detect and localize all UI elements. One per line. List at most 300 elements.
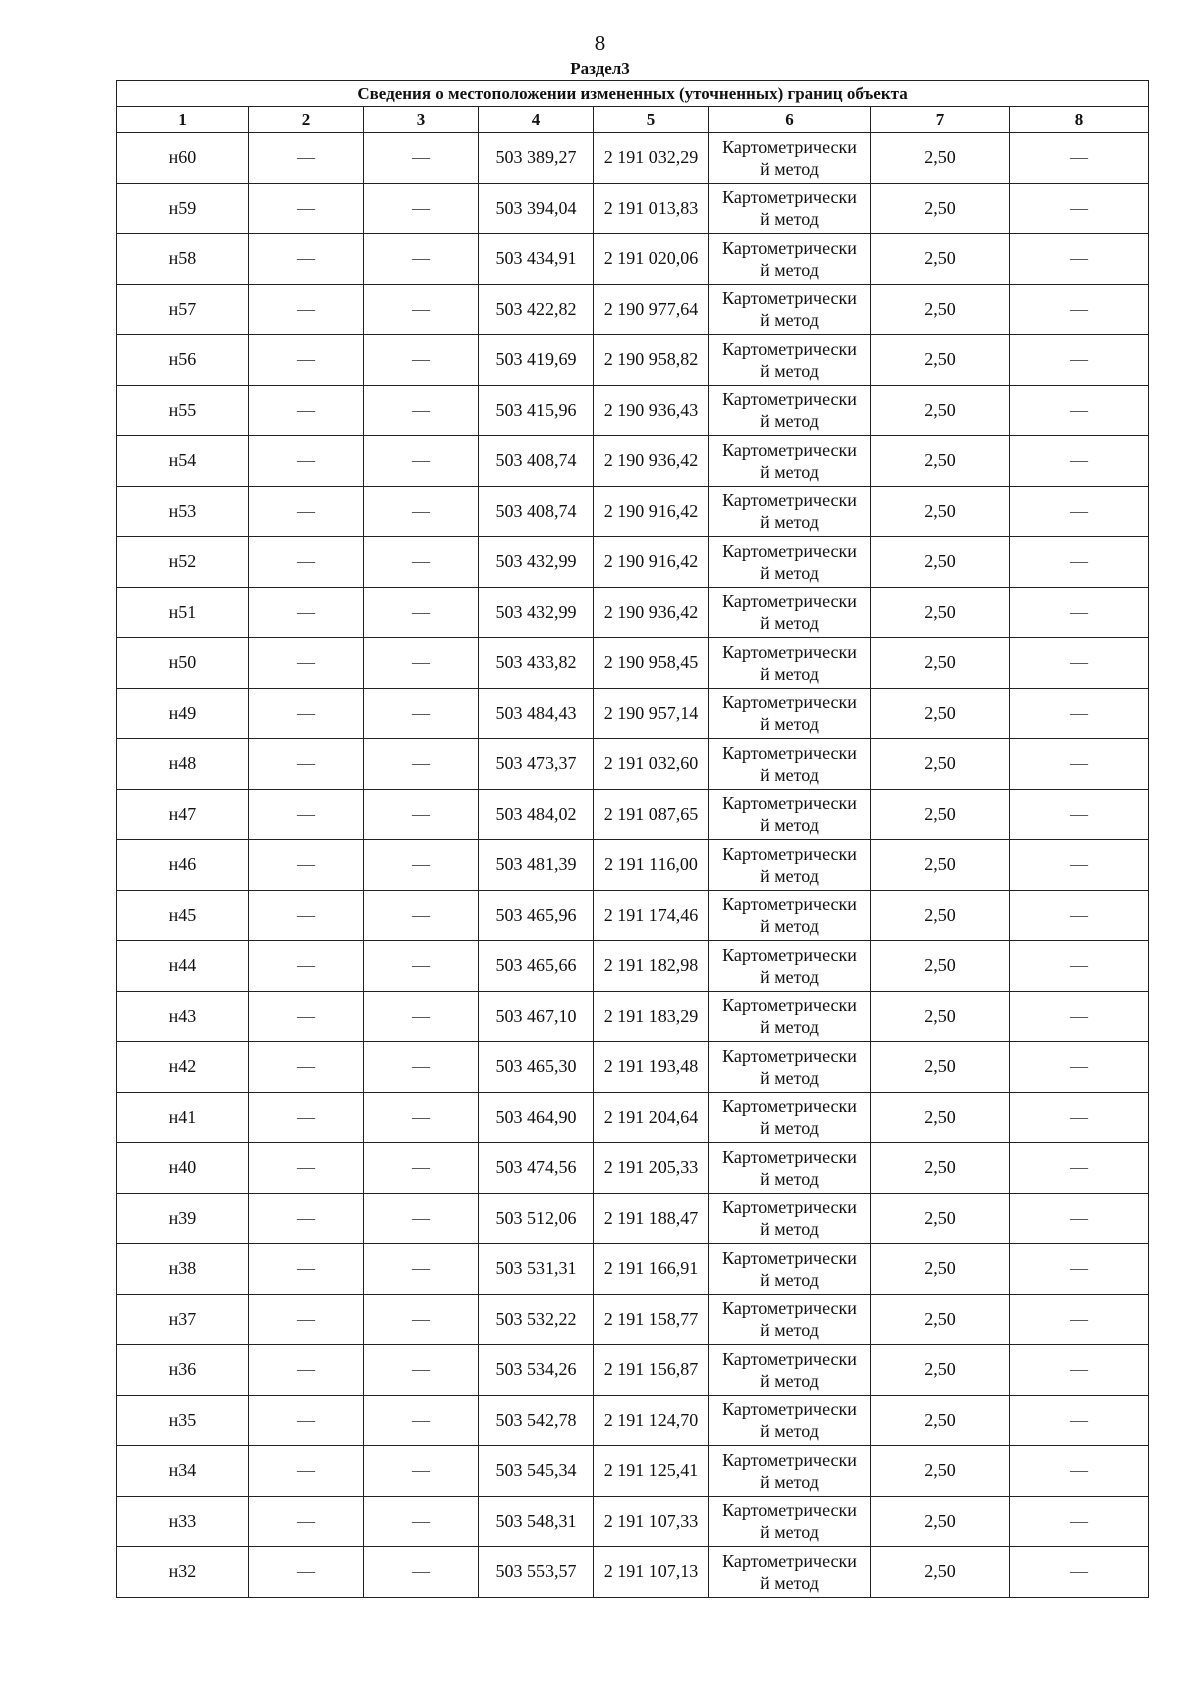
column-3-cell: — xyxy=(364,537,479,588)
column-8-cell: — xyxy=(1010,587,1149,638)
method-line-1: Картометрически xyxy=(722,793,857,814)
table-row xyxy=(117,133,1149,184)
y-coordinate-cell: 2 190 916,42 xyxy=(594,537,709,588)
x-coordinate-cell: 503 415,96 xyxy=(479,385,594,436)
column-3-cell: — xyxy=(364,385,479,436)
method-line-1: Картометрически xyxy=(722,1096,857,1117)
column-2-cell: — xyxy=(249,587,364,638)
y-coordinate-cell: 2 190 958,45 xyxy=(594,638,709,689)
column-8-cell: — xyxy=(1010,1092,1149,1143)
x-coordinate-cell: 503 548,31 xyxy=(479,1496,594,1547)
table-row xyxy=(117,587,1149,638)
column-number-row xyxy=(117,107,1149,133)
column-2-cell: — xyxy=(249,436,364,487)
point-number-cell: н57 xyxy=(117,284,249,335)
point-number-cell: н55 xyxy=(117,385,249,436)
boundary-coordinates-table xyxy=(116,80,1149,1598)
accuracy-cell: 2,50 xyxy=(871,1496,1010,1547)
y-coordinate-cell: 2 191 032,60 xyxy=(594,739,709,790)
method-line-1: Картометрически xyxy=(722,944,857,965)
method-line-2: й метод xyxy=(760,259,819,280)
y-coordinate-cell: 2 191 193,48 xyxy=(594,1042,709,1093)
y-coordinate-cell: 2 191 166,91 xyxy=(594,1244,709,1295)
y-coordinate-cell: 2 191 183,29 xyxy=(594,991,709,1042)
y-coordinate-cell: 2 191 032,29 xyxy=(594,133,709,184)
column-number: 3 xyxy=(364,107,479,133)
method-line-1: Картометрически xyxy=(722,237,857,258)
point-number-cell: н60 xyxy=(117,133,249,184)
column-number: 7 xyxy=(871,107,1010,133)
method-line-1: Картометрически xyxy=(722,1550,857,1571)
x-coordinate-cell: 503 484,02 xyxy=(479,789,594,840)
column-2-cell: — xyxy=(249,1547,364,1598)
method-cell xyxy=(709,284,871,335)
method-cell xyxy=(709,688,871,739)
method-cell xyxy=(709,587,871,638)
method-cell xyxy=(709,1143,871,1194)
x-coordinate-cell: 503 434,91 xyxy=(479,234,594,285)
method-line-2: й метод xyxy=(760,663,819,684)
x-coordinate-cell: 503 432,99 xyxy=(479,587,594,638)
y-coordinate-cell: 2 191 188,47 xyxy=(594,1193,709,1244)
column-2-cell: — xyxy=(249,991,364,1042)
y-coordinate-cell: 2 190 977,64 xyxy=(594,284,709,335)
x-coordinate-cell: 503 512,06 xyxy=(479,1193,594,1244)
method-line-1: Картометрически xyxy=(722,1045,857,1066)
column-8-cell: — xyxy=(1010,183,1149,234)
point-number-cell: н39 xyxy=(117,1193,249,1244)
y-coordinate-cell: 2 190 916,42 xyxy=(594,486,709,537)
column-3-cell: — xyxy=(364,840,479,891)
x-coordinate-cell: 503 422,82 xyxy=(479,284,594,335)
point-number-cell: н41 xyxy=(117,1092,249,1143)
accuracy-cell: 2,50 xyxy=(871,284,1010,335)
column-3-cell: — xyxy=(364,284,479,335)
method-cell xyxy=(709,486,871,537)
column-2-cell: — xyxy=(249,789,364,840)
accuracy-cell: 2,50 xyxy=(871,1294,1010,1345)
table-row xyxy=(117,385,1149,436)
column-3-cell: — xyxy=(364,1244,479,1295)
accuracy-cell: 2,50 xyxy=(871,335,1010,386)
accuracy-cell: 2,50 xyxy=(871,133,1010,184)
x-coordinate-cell: 503 467,10 xyxy=(479,991,594,1042)
column-3-cell: — xyxy=(364,1042,479,1093)
accuracy-cell: 2,50 xyxy=(871,486,1010,537)
y-coordinate-cell: 2 190 957,14 xyxy=(594,688,709,739)
column-2-cell: — xyxy=(249,1395,364,1446)
column-3-cell: — xyxy=(364,1496,479,1547)
method-line-1: Картометрически xyxy=(722,439,857,460)
y-coordinate-cell: 2 191 156,87 xyxy=(594,1345,709,1396)
point-number-cell: н54 xyxy=(117,436,249,487)
method-line-2: й метод xyxy=(760,1522,819,1543)
x-coordinate-cell: 503 465,96 xyxy=(479,890,594,941)
column-3-cell: — xyxy=(364,688,479,739)
point-number-cell: н35 xyxy=(117,1395,249,1446)
point-number-cell: н43 xyxy=(117,991,249,1042)
column-8-cell: — xyxy=(1010,486,1149,537)
accuracy-cell: 2,50 xyxy=(871,1092,1010,1143)
accuracy-cell: 2,50 xyxy=(871,890,1010,941)
x-coordinate-cell: 503 432,99 xyxy=(479,537,594,588)
method-line-2: й метод xyxy=(760,714,819,735)
method-line-2: й метод xyxy=(760,461,819,482)
method-line-2: й метод xyxy=(760,1168,819,1189)
column-2-cell: — xyxy=(249,739,364,790)
accuracy-cell: 2,50 xyxy=(871,1143,1010,1194)
table-row xyxy=(117,284,1149,335)
method-cell xyxy=(709,335,871,386)
method-line-2: й метод xyxy=(760,1572,819,1593)
accuracy-cell: 2,50 xyxy=(871,1395,1010,1446)
method-cell xyxy=(709,1446,871,1497)
method-line-1: Картометрически xyxy=(722,1348,857,1369)
column-8-cell: — xyxy=(1010,638,1149,689)
method-line-1: Картометрически xyxy=(722,995,857,1016)
method-line-2: й метод xyxy=(760,1017,819,1038)
method-cell xyxy=(709,234,871,285)
column-2-cell: — xyxy=(249,1244,364,1295)
table-row xyxy=(117,1345,1149,1396)
method-line-1: Картометрически xyxy=(722,490,857,511)
point-number-cell: н44 xyxy=(117,941,249,992)
method-line-1: Картометрически xyxy=(722,641,857,662)
method-line-1: Картометрически xyxy=(722,1449,857,1470)
y-coordinate-cell: 2 191 107,33 xyxy=(594,1496,709,1547)
point-number-cell: н47 xyxy=(117,789,249,840)
method-line-1: Картометрически xyxy=(722,1197,857,1218)
column-number: 2 xyxy=(249,107,364,133)
point-number-cell: н37 xyxy=(117,1294,249,1345)
table-row xyxy=(117,537,1149,588)
table-row xyxy=(117,1496,1149,1547)
y-coordinate-cell: 2 190 958,82 xyxy=(594,335,709,386)
column-3-cell: — xyxy=(364,436,479,487)
table-row xyxy=(117,941,1149,992)
point-number-cell: н59 xyxy=(117,183,249,234)
y-coordinate-cell: 2 191 107,13 xyxy=(594,1547,709,1598)
table-row xyxy=(117,890,1149,941)
x-coordinate-cell: 503 408,74 xyxy=(479,486,594,537)
point-number-cell: н58 xyxy=(117,234,249,285)
accuracy-cell: 2,50 xyxy=(871,941,1010,992)
table-row xyxy=(117,1294,1149,1345)
column-2-cell: — xyxy=(249,234,364,285)
x-coordinate-cell: 503 484,43 xyxy=(479,688,594,739)
accuracy-cell: 2,50 xyxy=(871,436,1010,487)
method-line-1: Картометрически xyxy=(722,894,857,915)
accuracy-cell: 2,50 xyxy=(871,183,1010,234)
point-number-cell: н42 xyxy=(117,1042,249,1093)
accuracy-cell: 2,50 xyxy=(871,1193,1010,1244)
column-3-cell: — xyxy=(364,183,479,234)
column-3-cell: — xyxy=(364,1446,479,1497)
method-cell xyxy=(709,385,871,436)
x-coordinate-cell: 503 542,78 xyxy=(479,1395,594,1446)
column-3-cell: — xyxy=(364,1294,479,1345)
method-line-2: й метод xyxy=(760,865,819,886)
x-coordinate-cell: 503 474,56 xyxy=(479,1143,594,1194)
column-8-cell: — xyxy=(1010,840,1149,891)
column-3-cell: — xyxy=(364,1092,479,1143)
column-8-cell: — xyxy=(1010,1143,1149,1194)
column-2-cell: — xyxy=(249,1143,364,1194)
table-row xyxy=(117,335,1149,386)
point-number-cell: н33 xyxy=(117,1496,249,1547)
table-row xyxy=(117,688,1149,739)
method-line-1: Картометрически xyxy=(722,1298,857,1319)
method-line-2: й метод xyxy=(760,613,819,634)
method-cell xyxy=(709,638,871,689)
method-line-2: й метод xyxy=(760,411,819,432)
method-cell xyxy=(709,840,871,891)
y-coordinate-cell: 2 191 158,77 xyxy=(594,1294,709,1345)
column-8-cell: — xyxy=(1010,385,1149,436)
table-row xyxy=(117,1547,1149,1598)
method-line-2: й метод xyxy=(760,1471,819,1492)
table-body xyxy=(117,81,1149,1598)
x-coordinate-cell: 503 473,37 xyxy=(479,739,594,790)
column-number: 4 xyxy=(479,107,594,133)
method-line-2: й метод xyxy=(760,1269,819,1290)
method-cell xyxy=(709,1193,871,1244)
y-coordinate-cell: 2 190 936,43 xyxy=(594,385,709,436)
column-2-cell: — xyxy=(249,486,364,537)
y-coordinate-cell: 2 190 936,42 xyxy=(594,587,709,638)
column-8-cell: — xyxy=(1010,991,1149,1042)
method-line-2: й метод xyxy=(760,1118,819,1139)
method-line-1: Картометрически xyxy=(722,1146,857,1167)
column-2-cell: — xyxy=(249,941,364,992)
method-line-1: Картометрически xyxy=(722,1247,857,1268)
method-line-2: й метод xyxy=(760,815,819,836)
page-number: 8 xyxy=(594,31,606,55)
column-number: 5 xyxy=(594,107,709,133)
table-row xyxy=(117,183,1149,234)
accuracy-cell: 2,50 xyxy=(871,1244,1010,1295)
method-line-1: Картометрически xyxy=(722,843,857,864)
y-coordinate-cell: 2 191 020,06 xyxy=(594,234,709,285)
column-3-cell: — xyxy=(364,638,479,689)
point-number-cell: н48 xyxy=(117,739,249,790)
table-row xyxy=(117,840,1149,891)
method-line-2: й метод xyxy=(760,158,819,179)
method-line-2: й метод xyxy=(760,1219,819,1240)
accuracy-cell: 2,50 xyxy=(871,840,1010,891)
accuracy-cell: 2,50 xyxy=(871,537,1010,588)
column-2-cell: — xyxy=(249,183,364,234)
point-number-cell: н36 xyxy=(117,1345,249,1396)
method-line-2: й метод xyxy=(760,512,819,533)
method-line-2: й метод xyxy=(760,764,819,785)
column-8-cell: — xyxy=(1010,1547,1149,1598)
method-line-2: й метод xyxy=(760,1421,819,1442)
column-2-cell: — xyxy=(249,890,364,941)
method-cell xyxy=(709,1395,871,1446)
accuracy-cell: 2,50 xyxy=(871,1042,1010,1093)
table-row xyxy=(117,234,1149,285)
column-3-cell: — xyxy=(364,739,479,790)
point-number-cell: н50 xyxy=(117,638,249,689)
point-number-cell: н32 xyxy=(117,1547,249,1598)
column-8-cell: — xyxy=(1010,1395,1149,1446)
column-8-cell: — xyxy=(1010,284,1149,335)
column-8-cell: — xyxy=(1010,1345,1149,1396)
accuracy-cell: 2,50 xyxy=(871,1345,1010,1396)
method-cell xyxy=(709,1345,871,1396)
method-line-2: й метод xyxy=(760,1067,819,1088)
method-line-1: Картометрически xyxy=(722,338,857,359)
y-coordinate-cell: 2 191 116,00 xyxy=(594,840,709,891)
column-8-cell: — xyxy=(1010,234,1149,285)
column-3-cell: — xyxy=(364,133,479,184)
x-coordinate-cell: 503 553,57 xyxy=(479,1547,594,1598)
column-3-cell: — xyxy=(364,991,479,1042)
x-coordinate-cell: 503 534,26 xyxy=(479,1345,594,1396)
accuracy-cell: 2,50 xyxy=(871,739,1010,790)
method-line-1: Картометрически xyxy=(722,136,857,157)
method-cell xyxy=(709,133,871,184)
accuracy-cell: 2,50 xyxy=(871,638,1010,689)
x-coordinate-cell: 503 531,31 xyxy=(479,1244,594,1295)
y-coordinate-cell: 2 191 124,70 xyxy=(594,1395,709,1446)
column-3-cell: — xyxy=(364,335,479,386)
column-8-cell: — xyxy=(1010,1042,1149,1093)
method-line-1: Картометрически xyxy=(722,1399,857,1420)
column-2-cell: — xyxy=(249,1496,364,1547)
x-coordinate-cell: 503 545,34 xyxy=(479,1446,594,1497)
column-2-cell: — xyxy=(249,1345,364,1396)
column-3-cell: — xyxy=(364,587,479,638)
y-coordinate-cell: 2 191 013,83 xyxy=(594,183,709,234)
column-3-cell: — xyxy=(364,234,479,285)
x-coordinate-cell: 503 481,39 xyxy=(479,840,594,891)
method-cell xyxy=(709,436,871,487)
method-cell xyxy=(709,537,871,588)
point-number-cell: н52 xyxy=(117,537,249,588)
column-8-cell: — xyxy=(1010,1496,1149,1547)
method-line-1: Картометрически xyxy=(722,540,857,561)
column-8-cell: — xyxy=(1010,1244,1149,1295)
column-8-cell: — xyxy=(1010,739,1149,790)
column-2-cell: — xyxy=(249,1294,364,1345)
method-cell xyxy=(709,183,871,234)
column-8-cell: — xyxy=(1010,133,1149,184)
x-coordinate-cell: 503 465,30 xyxy=(479,1042,594,1093)
table-row xyxy=(117,638,1149,689)
column-2-cell: — xyxy=(249,385,364,436)
column-3-cell: — xyxy=(364,789,479,840)
column-8-cell: — xyxy=(1010,1446,1149,1497)
column-2-cell: — xyxy=(249,1092,364,1143)
section-title: Раздел3 xyxy=(570,59,630,78)
column-8-cell: — xyxy=(1010,688,1149,739)
method-cell xyxy=(709,1042,871,1093)
column-2-cell: — xyxy=(249,688,364,739)
y-coordinate-cell: 2 191 087,65 xyxy=(594,789,709,840)
accuracy-cell: 2,50 xyxy=(871,1547,1010,1598)
table-row xyxy=(117,991,1149,1042)
method-line-1: Картометрически xyxy=(722,1500,857,1521)
column-8-cell: — xyxy=(1010,1294,1149,1345)
method-line-1: Картометрически xyxy=(722,591,857,612)
method-cell xyxy=(709,1547,871,1598)
column-2-cell: — xyxy=(249,537,364,588)
table-caption: Сведения о местоположении измененных (уточненных) границ объекта xyxy=(117,81,1149,107)
x-coordinate-cell: 503 532,22 xyxy=(479,1294,594,1345)
column-8-cell: — xyxy=(1010,537,1149,588)
x-coordinate-cell: 503 389,27 xyxy=(479,133,594,184)
column-2-cell: — xyxy=(249,133,364,184)
point-number-cell: н51 xyxy=(117,587,249,638)
column-3-cell: — xyxy=(364,1345,479,1396)
method-line-2: й метод xyxy=(760,916,819,937)
y-coordinate-cell: 2 191 182,98 xyxy=(594,941,709,992)
table-row xyxy=(117,1143,1149,1194)
y-coordinate-cell: 2 190 936,42 xyxy=(594,436,709,487)
method-cell xyxy=(709,1244,871,1295)
column-3-cell: — xyxy=(364,941,479,992)
point-number-cell: н38 xyxy=(117,1244,249,1295)
method-line-1: Картометрически xyxy=(722,187,857,208)
column-8-cell: — xyxy=(1010,941,1149,992)
x-coordinate-cell: 503 408,74 xyxy=(479,436,594,487)
column-2-cell: — xyxy=(249,638,364,689)
method-cell xyxy=(709,991,871,1042)
point-number-cell: н49 xyxy=(117,688,249,739)
table-row xyxy=(117,789,1149,840)
column-3-cell: — xyxy=(364,1143,479,1194)
accuracy-cell: 2,50 xyxy=(871,587,1010,638)
x-coordinate-cell: 503 419,69 xyxy=(479,335,594,386)
y-coordinate-cell: 2 191 205,33 xyxy=(594,1143,709,1194)
accuracy-cell: 2,50 xyxy=(871,688,1010,739)
method-cell xyxy=(709,1496,871,1547)
column-2-cell: — xyxy=(249,1446,364,1497)
column-8-cell: — xyxy=(1010,436,1149,487)
y-coordinate-cell: 2 191 174,46 xyxy=(594,890,709,941)
table-row xyxy=(117,1244,1149,1295)
column-2-cell: — xyxy=(249,1193,364,1244)
method-cell xyxy=(709,789,871,840)
column-number: 6 xyxy=(709,107,871,133)
column-8-cell: — xyxy=(1010,890,1149,941)
column-2-cell: — xyxy=(249,840,364,891)
method-line-1: Картометрически xyxy=(722,288,857,309)
method-line-2: й метод xyxy=(760,360,819,381)
method-cell xyxy=(709,1092,871,1143)
method-line-2: й метод xyxy=(760,1370,819,1391)
method-line-1: Картометрически xyxy=(722,692,857,713)
column-3-cell: — xyxy=(364,486,479,537)
method-line-2: й метод xyxy=(760,1320,819,1341)
column-8-cell: — xyxy=(1010,1193,1149,1244)
method-line-1: Картометрически xyxy=(722,389,857,410)
accuracy-cell: 2,50 xyxy=(871,991,1010,1042)
method-cell xyxy=(709,890,871,941)
column-8-cell: — xyxy=(1010,789,1149,840)
method-line-2: й метод xyxy=(760,209,819,230)
x-coordinate-cell: 503 394,04 xyxy=(479,183,594,234)
table-row xyxy=(117,1395,1149,1446)
method-cell xyxy=(709,1294,871,1345)
accuracy-cell: 2,50 xyxy=(871,789,1010,840)
y-coordinate-cell: 2 191 125,41 xyxy=(594,1446,709,1497)
column-3-cell: — xyxy=(364,1395,479,1446)
column-number: 1 xyxy=(117,107,249,133)
method-line-1: Картометрически xyxy=(722,742,857,763)
